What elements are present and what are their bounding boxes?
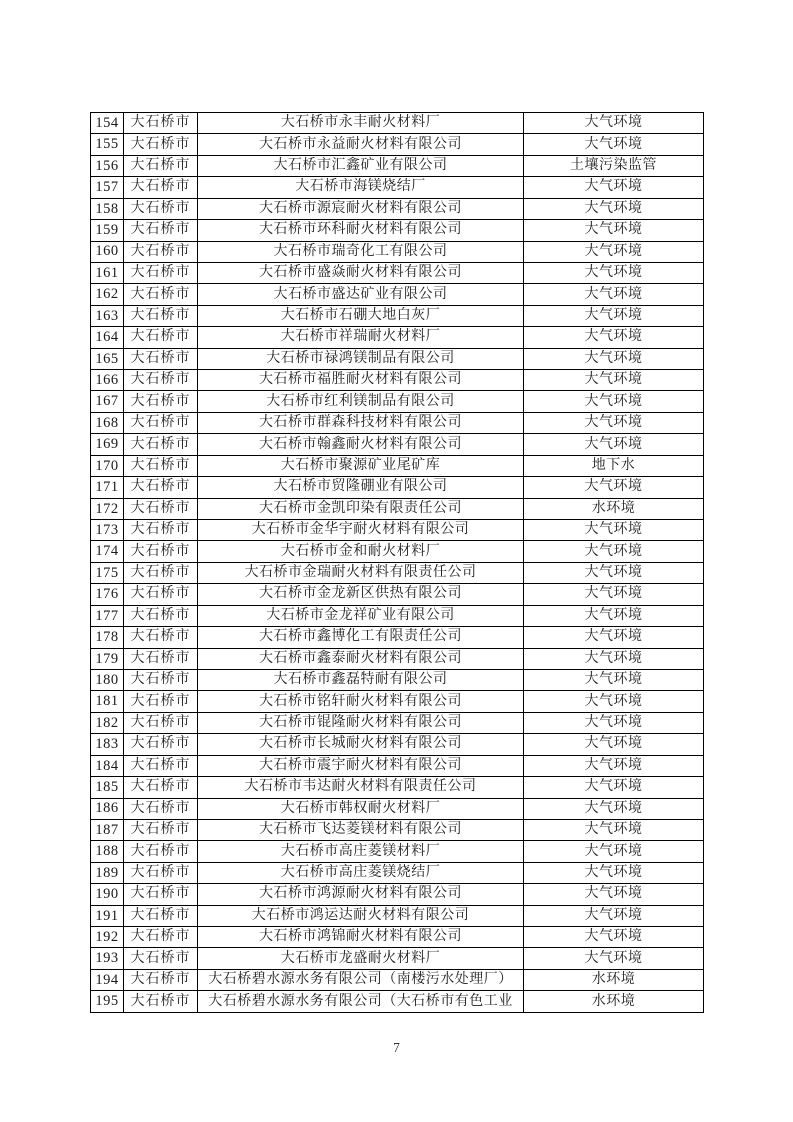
row-number-cell: 188 [91,841,124,862]
table-row [91,584,704,605]
category-cell: 大气环境 [524,262,704,283]
city-cell: 大石桥市 [124,841,198,862]
row-number-cell: 167 [91,391,124,412]
table-row [91,862,704,883]
row-number-cell: 169 [91,434,124,455]
company-name-cell: 大石桥市红利镁制品有限公司 [198,391,524,412]
row-number-cell: 195 [91,991,124,1013]
row-number-cell: 170 [91,455,124,476]
category-cell: 大气环境 [524,370,704,391]
category-cell: 大气环境 [524,605,704,626]
company-name-cell: 大石桥市汇鑫矿业有限公司 [198,155,524,176]
category-cell: 大气环境 [524,627,704,648]
company-name-cell: 大石桥市盛焱耐火材料有限公司 [198,262,524,283]
city-cell: 大石桥市 [124,498,198,519]
row-number-cell: 193 [91,948,124,969]
table-row [91,798,704,819]
category-cell: 大气环境 [524,305,704,326]
company-name-cell: 大石桥市福胜耐火材料有限公司 [198,370,524,391]
category-cell: 大气环境 [524,198,704,219]
company-name-cell: 大石桥市环科耐火材料有限公司 [198,220,524,241]
category-cell: 大气环境 [524,755,704,776]
city-cell: 大石桥市 [124,477,198,498]
city-cell: 大石桥市 [124,777,198,798]
city-cell: 大石桥市 [124,520,198,541]
company-name-cell: 大石桥市永丰耐火材料厂 [198,113,524,134]
company-name-cell: 大石桥市金瑞耐火材料有限责任公司 [198,562,524,583]
row-number-cell: 155 [91,134,124,155]
table-row [91,155,704,176]
city-cell: 大石桥市 [124,134,198,155]
city-cell: 大石桥市 [124,562,198,583]
row-number-cell: 184 [91,755,124,776]
category-cell: 大气环境 [524,927,704,948]
category-cell: 大气环境 [524,734,704,755]
row-number-cell: 154 [91,113,124,134]
company-name-cell: 大石桥市高庄菱镁烧结厂 [198,862,524,883]
table-row [91,712,704,733]
table-row [91,348,704,369]
city-cell: 大石桥市 [124,434,198,455]
row-number-cell: 171 [91,477,124,498]
city-cell: 大石桥市 [124,605,198,626]
city-cell: 大石桥市 [124,541,198,562]
table-row [91,220,704,241]
table-row [91,734,704,755]
table-row [91,562,704,583]
company-name-cell: 大石桥市鸿锦耐火材料有限公司 [198,927,524,948]
company-name-cell: 大石桥市震宇耐火材料有限公司 [198,755,524,776]
table-row [91,134,704,155]
company-name-cell: 大石桥市源宸耐火材料有限公司 [198,198,524,219]
city-cell: 大石桥市 [124,348,198,369]
row-number-cell: 185 [91,777,124,798]
city-cell: 大石桥市 [124,948,198,969]
row-number-cell: 172 [91,498,124,519]
category-cell: 大气环境 [524,177,704,198]
category-cell: 大气环境 [524,477,704,498]
table-row [91,305,704,326]
category-cell: 大气环境 [524,905,704,926]
city-cell: 大石桥市 [124,327,198,348]
category-cell: 大气环境 [524,113,704,134]
table-row [91,927,704,948]
category-cell: 大气环境 [524,669,704,690]
company-name-cell: 大石桥市瑞奇化工有限公司 [198,241,524,262]
row-number-cell: 178 [91,627,124,648]
table-row [91,991,704,1013]
row-number-cell: 182 [91,712,124,733]
company-name-cell: 大石桥市石硼大地白灰厂 [198,305,524,326]
city-cell: 大石桥市 [124,648,198,669]
table-row [91,627,704,648]
table-row [91,262,704,283]
category-cell: 大气环境 [524,520,704,541]
category-cell: 大气环境 [524,220,704,241]
row-number-cell: 159 [91,220,124,241]
company-name-cell: 大石桥市金和耐火材料厂 [198,541,524,562]
row-number-cell: 174 [91,541,124,562]
company-name-cell: 大石桥市鸿源耐火材料有限公司 [198,884,524,905]
row-number-cell: 186 [91,798,124,819]
row-number-cell: 189 [91,862,124,883]
facility-table [90,112,704,1013]
row-number-cell: 179 [91,648,124,669]
company-name-cell: 大石桥市锟隆耐火材料有限公司 [198,712,524,733]
row-number-cell: 163 [91,305,124,326]
table-row [91,477,704,498]
category-cell: 大气环境 [524,284,704,305]
city-cell: 大石桥市 [124,305,198,326]
company-name-cell: 大石桥市盛达矿业有限公司 [198,284,524,305]
table-row [91,113,704,134]
row-number-cell: 166 [91,370,124,391]
category-cell: 大气环境 [524,391,704,412]
category-cell: 大气环境 [524,348,704,369]
city-cell: 大石桥市 [124,391,198,412]
category-cell: 大气环境 [524,327,704,348]
company-name-cell: 大石桥市铭轩耐火材料有限公司 [198,691,524,712]
company-name-cell: 大石桥市鸿运达耐火材料有限公司 [198,905,524,926]
table-row [91,777,704,798]
category-cell: 大气环境 [524,562,704,583]
city-cell: 大石桥市 [124,198,198,219]
category-cell: 大气环境 [524,819,704,840]
table-row [91,948,704,969]
row-number-cell: 191 [91,905,124,926]
city-cell: 大石桥市 [124,241,198,262]
category-cell: 地下水 [524,455,704,476]
category-cell: 大气环境 [524,412,704,433]
row-number-cell: 183 [91,734,124,755]
row-number-cell: 180 [91,669,124,690]
row-number-cell: 194 [91,969,124,990]
row-number-cell: 156 [91,155,124,176]
city-cell: 大石桥市 [124,669,198,690]
table-row [91,819,704,840]
city-cell: 大石桥市 [124,691,198,712]
table-row [91,391,704,412]
row-number-cell: 192 [91,927,124,948]
row-number-cell: 164 [91,327,124,348]
category-cell: 大气环境 [524,884,704,905]
company-name-cell: 大石桥市金龙新区供热有限公司 [198,584,524,605]
row-number-cell: 190 [91,884,124,905]
company-name-cell: 大石桥市祥瑞耐火材料厂 [198,327,524,348]
company-name-cell: 大石桥市韦达耐火材料有限责任公司 [198,777,524,798]
city-cell: 大石桥市 [124,884,198,905]
city-cell: 大石桥市 [124,370,198,391]
category-cell: 水环境 [524,991,704,1013]
city-cell: 大石桥市 [124,819,198,840]
company-name-cell: 大石桥市飞达菱镁材料有限公司 [198,819,524,840]
city-cell: 大石桥市 [124,969,198,990]
category-cell: 大气环境 [524,134,704,155]
category-cell: 大气环境 [524,862,704,883]
row-number-cell: 176 [91,584,124,605]
category-cell: 大气环境 [524,434,704,455]
city-cell: 大石桥市 [124,412,198,433]
company-name-cell: 大石桥市长城耐火材料有限公司 [198,734,524,755]
category-cell: 水环境 [524,969,704,990]
company-name-cell: 大石桥市鑫泰耐火材料有限公司 [198,648,524,669]
row-number-cell: 168 [91,412,124,433]
row-number-cell: 161 [91,262,124,283]
category-cell: 大气环境 [524,691,704,712]
row-number-cell: 158 [91,198,124,219]
table-row [91,455,704,476]
table-row [91,905,704,926]
company-name-cell: 大石桥市韩权耐火材料厂 [198,798,524,819]
table-row [91,177,704,198]
row-number-cell: 157 [91,177,124,198]
company-name-cell: 大石桥市高庄菱镁材料厂 [198,841,524,862]
company-name-cell: 大石桥市禄鸿镁制品有限公司 [198,348,524,369]
city-cell: 大石桥市 [124,113,198,134]
category-cell: 大气环境 [524,841,704,862]
city-cell: 大石桥市 [124,712,198,733]
table-body [91,113,704,1013]
company-name-cell: 大石桥市贸隆硼业有限公司 [198,477,524,498]
table-row [91,284,704,305]
category-cell: 土壤污染监管 [524,155,704,176]
company-name-cell: 大石桥市金华宇耐火材料有限公司 [198,520,524,541]
company-name-cell: 大石桥市金凯印染有限责任公司 [198,498,524,519]
row-number-cell: 160 [91,241,124,262]
city-cell: 大石桥市 [124,991,198,1013]
city-cell: 大石桥市 [124,927,198,948]
category-cell: 大气环境 [524,541,704,562]
category-cell: 大气环境 [524,584,704,605]
table-row [91,884,704,905]
table-row [91,198,704,219]
table-row [91,241,704,262]
city-cell: 大石桥市 [124,584,198,605]
company-name-cell: 大石桥市聚源矿业尾矿库 [198,455,524,476]
table-row [91,327,704,348]
city-cell: 大石桥市 [124,177,198,198]
table-row [91,520,704,541]
city-cell: 大石桥市 [124,284,198,305]
row-number-cell: 177 [91,605,124,626]
row-number-cell: 175 [91,562,124,583]
category-cell: 大气环境 [524,241,704,262]
table-row [91,370,704,391]
row-number-cell: 181 [91,691,124,712]
category-cell: 大气环境 [524,712,704,733]
table-row [91,434,704,455]
company-name-cell: 大石桥市鑫博化工有限责任公司 [198,627,524,648]
table-row [91,755,704,776]
table-row [91,541,704,562]
city-cell: 大石桥市 [124,155,198,176]
company-name-cell: 大石桥市翰鑫耐火材料有限公司 [198,434,524,455]
city-cell: 大石桥市 [124,455,198,476]
table-row [91,412,704,433]
category-cell: 大气环境 [524,798,704,819]
company-name-cell: 大石桥市鑫磊特耐有限公司 [198,669,524,690]
table-row [91,691,704,712]
city-cell: 大石桥市 [124,734,198,755]
city-cell: 大石桥市 [124,627,198,648]
company-name-cell: 大石桥市金龙祥矿业有限公司 [198,605,524,626]
city-cell: 大石桥市 [124,905,198,926]
company-name-cell: 大石桥市群森科技材料有限公司 [198,412,524,433]
city-cell: 大石桥市 [124,798,198,819]
company-name-cell: 大石桥市海镁烧结厂 [198,177,524,198]
company-name-cell: 大石桥市永益耐火材料有限公司 [198,134,524,155]
table-row [91,969,704,990]
company-name-cell: 大石桥碧水源水务有限公司（南楼污水处理厂） [198,969,524,990]
table-row [91,669,704,690]
city-cell: 大石桥市 [124,755,198,776]
category-cell: 大气环境 [524,777,704,798]
table-row [91,841,704,862]
city-cell: 大石桥市 [124,862,198,883]
company-name-cell: 大石桥碧水源水务有限公司（大石桥市有色工业 [198,991,524,1013]
row-number-cell: 162 [91,284,124,305]
row-number-cell: 173 [91,520,124,541]
category-cell: 大气环境 [524,648,704,669]
table-row [91,498,704,519]
company-name-cell: 大石桥市龙盛耐火材料厂 [198,948,524,969]
table-row [91,605,704,626]
page-number: 7 [393,1040,400,1055]
table-row [91,648,704,669]
city-cell: 大石桥市 [124,262,198,283]
row-number-cell: 165 [91,348,124,369]
city-cell: 大石桥市 [124,220,198,241]
category-cell: 大气环境 [524,948,704,969]
category-cell: 水环境 [524,498,704,519]
row-number-cell: 187 [91,819,124,840]
